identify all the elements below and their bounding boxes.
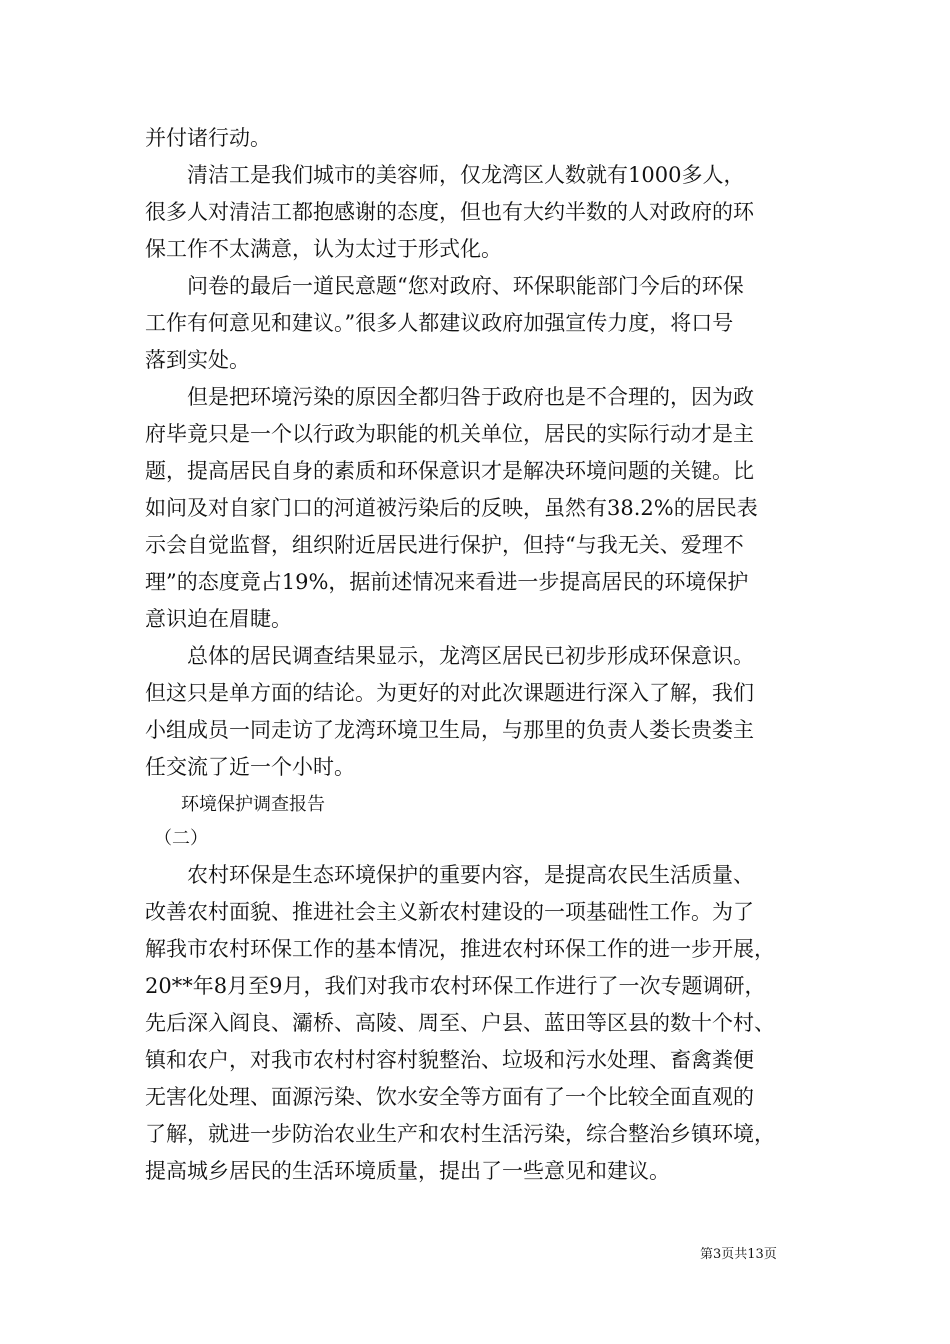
text-line: 清洁工是我们城市的美容师，仅龙湾区人数就有1000多人，	[145, 163, 745, 187]
text-line: 但这只是单方面的结论。为更好的对此次课题进行深入了解，我们	[145, 681, 754, 705]
text-line: 题，提高居民自身的素质和环保意识才是解决环境问题的关键。比	[145, 459, 754, 483]
text-line: 解我市农村环保工作的基本情况，推进农村环保工作的进一步开展，	[145, 937, 775, 961]
text-line: 农村环保是生态环境保护的重要内容，是提高农民生活质量、	[145, 863, 754, 887]
text-line: 意识迫在眉睫。	[145, 607, 292, 631]
text-line: 示会自觉监督，组织附近居民进行保护，但持“与我无关、爱理不	[145, 533, 744, 557]
text-line: 很多人对清洁工都抱感谢的态度，但也有大约半数的人对政府的环	[145, 200, 754, 224]
page-number: 第3页共13页	[700, 1247, 777, 1262]
text-line: 理”的态度竟占19%，据前述情况来看进一步提高居民的环境保护	[145, 570, 749, 594]
text-line: 落到实处。	[145, 348, 250, 372]
section-title: 环境保护调查报告	[145, 794, 325, 815]
text-line: 先后深入阎良、灞桥、高陵、周至、户县、蓝田等区县的数十个村、	[145, 1011, 775, 1035]
section-subtitle: （二）	[145, 828, 208, 849]
text-line: 镇和农户，对我市农村村容村貌整治、垃圾和污水处理、畜禽粪便	[145, 1048, 754, 1072]
text-line: 20**年8月至9月，我们对我市农村环保工作进行了一次专题调研，	[145, 974, 766, 998]
text-line: 任交流了近一个小时。	[145, 755, 355, 779]
text-line: 但是把环境污染的原因全都归咎于政府也是不合理的，因为政	[145, 385, 754, 409]
text-line: 保工作不太满意，认为太过于形式化。	[145, 237, 502, 261]
text-line: 问卷的最后一道民意题“您对政府、环保职能部门今后的环保	[145, 274, 744, 298]
text-line: 改善农村面貌、推进社会主义新农村建设的一项基础性工作。为了	[145, 900, 754, 924]
text-line: 总体的居民调查结果显示，龙湾区居民已初步形成环保意识。	[145, 644, 754, 668]
text-line: 无害化处理、面源污染、饮水安全等方面有了一个比较全面直观的	[145, 1085, 754, 1109]
text-line: 如问及对自家门口的河道被污染后的反映，虽然有38.2%的居民表	[145, 496, 758, 520]
text-line: 提高城乡居民的生活环境质量，提出了一些意见和建议。	[145, 1159, 670, 1183]
text-line: 工作有何意见和建议。”很多人都建议政府加强宣传力度，将口号	[145, 311, 734, 335]
text-line: 并付诸行动。	[145, 126, 271, 150]
text-line: 小组成员一同走访了龙湾环境卫生局，与那里的负责人娄长贵娄主	[145, 718, 754, 742]
text-line: 了解，就进一步防治农业生产和农村生活污染，综合整治乡镇环境，	[145, 1122, 775, 1146]
text-line: 府毕竟只是一个以行政为职能的机关单位，居民的实际行动才是主	[145, 422, 754, 446]
